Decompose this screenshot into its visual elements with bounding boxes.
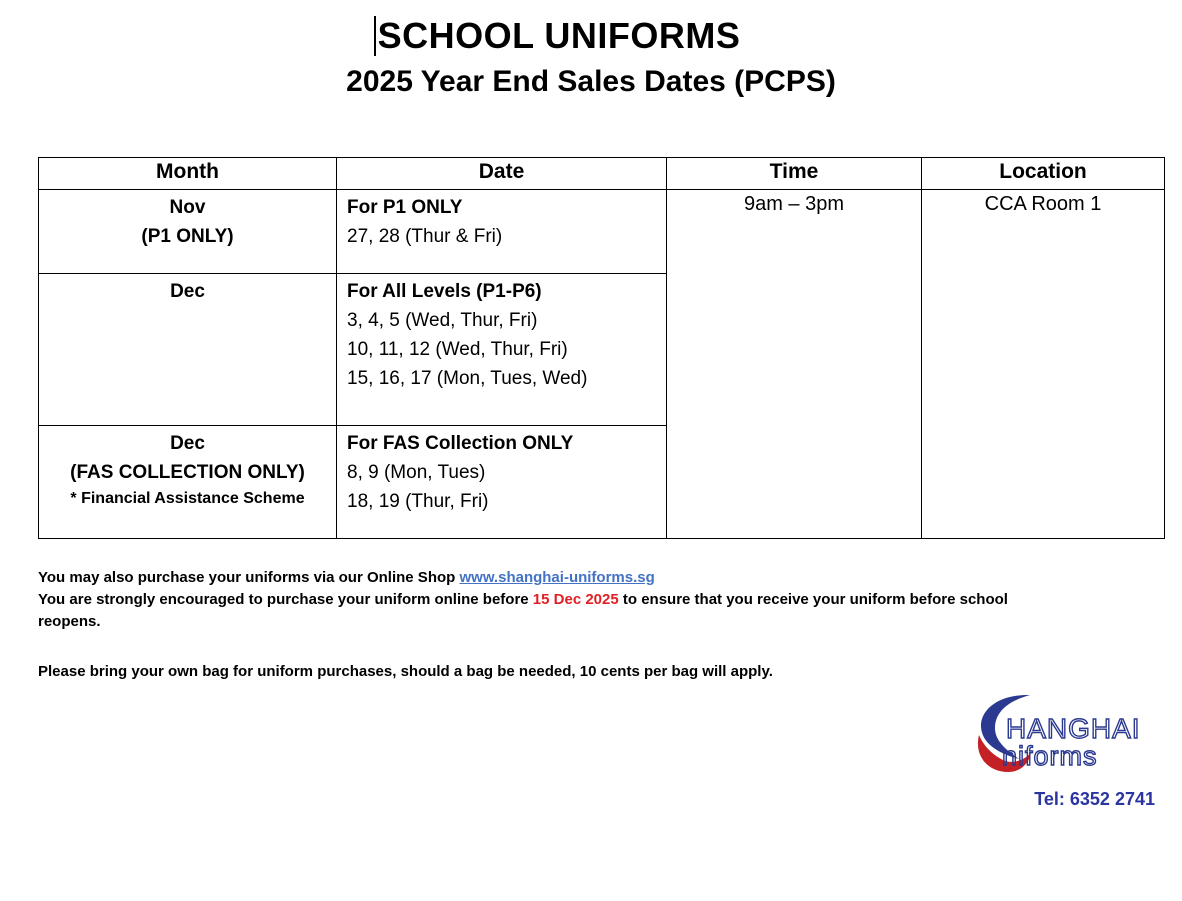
online-shop-link[interactable]: www.shanghai-uniforms.sg xyxy=(459,569,655,586)
date-line: 27, 28 (Thur & Fri) xyxy=(347,226,503,247)
date-cell-fas xyxy=(337,426,667,539)
online-deadline-note xyxy=(38,589,1083,633)
month-line: Nov xyxy=(169,197,206,218)
date-line: 15, 16, 17 (Mon, Tues, Wed) xyxy=(347,368,588,389)
date-title: For All Levels (P1-P6) xyxy=(347,281,542,302)
table-header-row xyxy=(39,158,1165,190)
page-subtitle: 2025 Year End Sales Dates (PCPS) xyxy=(346,65,836,98)
month-cell-dec-fas xyxy=(39,426,337,539)
month-line: (FAS COLLECTION ONLY) xyxy=(70,462,305,483)
month-line: Dec xyxy=(170,281,205,302)
date-title: For FAS Collection ONLY xyxy=(347,433,574,454)
date-line: 10, 11, 12 (Wed, Thur, Fri) xyxy=(347,339,568,360)
deadline-note-text: You are strongly encouraged to purchase your uniform online before xyxy=(38,591,533,608)
date-line: 18, 19 (Thur, Fri) xyxy=(347,491,489,512)
page-title-text: SCHOOL UNIFORMS xyxy=(377,15,741,56)
month-line: (P1 ONLY) xyxy=(141,226,234,247)
sales-dates-table xyxy=(38,157,1165,539)
month-cell-nov xyxy=(39,190,337,274)
column-header-location: Location xyxy=(922,158,1165,190)
date-title: For P1 ONLY xyxy=(347,197,463,218)
column-header-date: Date xyxy=(337,158,667,190)
date-line: 3, 4, 5 (Wed, Thur, Fri) xyxy=(347,310,538,331)
online-shop-note xyxy=(38,567,1083,589)
bag-note: Please bring your own bag for uniform purchases, should a bag be needed, 10 cents per bag will apply. xyxy=(38,663,773,680)
time-cell: 9am – 3pm xyxy=(667,190,922,539)
telephone-number: Tel: 6352 2741 xyxy=(1034,789,1155,809)
online-shop-note-text: You may also purchase your uniforms via our Online Shop xyxy=(38,569,460,586)
table-row xyxy=(39,190,1165,274)
text-cursor xyxy=(374,16,376,56)
page-title xyxy=(0,14,1148,58)
deadline-note-wrap: reopens. xyxy=(38,613,101,630)
column-header-time: Time xyxy=(667,158,922,190)
location-cell: CCA Room 1 xyxy=(922,190,1165,539)
deadline-text: 15 Dec 2025 xyxy=(532,591,619,608)
column-header-month: Month xyxy=(39,158,337,190)
month-line: Dec xyxy=(170,433,205,454)
date-line: 8, 9 (Mon, Tues) xyxy=(347,462,486,483)
logo-text-bottom: niforms xyxy=(1002,741,1098,771)
notes xyxy=(38,567,1083,633)
heading xyxy=(0,14,1182,102)
month-cell-dec xyxy=(39,274,337,426)
deadline-note-suffix: to ensure that you receive your uniform before school xyxy=(618,591,1008,608)
month-note: * Financial Assistance Scheme xyxy=(70,490,305,507)
shanghai-uniforms-logo xyxy=(973,691,1148,786)
logo-text-top: HANGHAI xyxy=(1006,713,1141,744)
date-cell-p1 xyxy=(337,190,667,274)
date-cell-all-levels xyxy=(337,274,667,426)
